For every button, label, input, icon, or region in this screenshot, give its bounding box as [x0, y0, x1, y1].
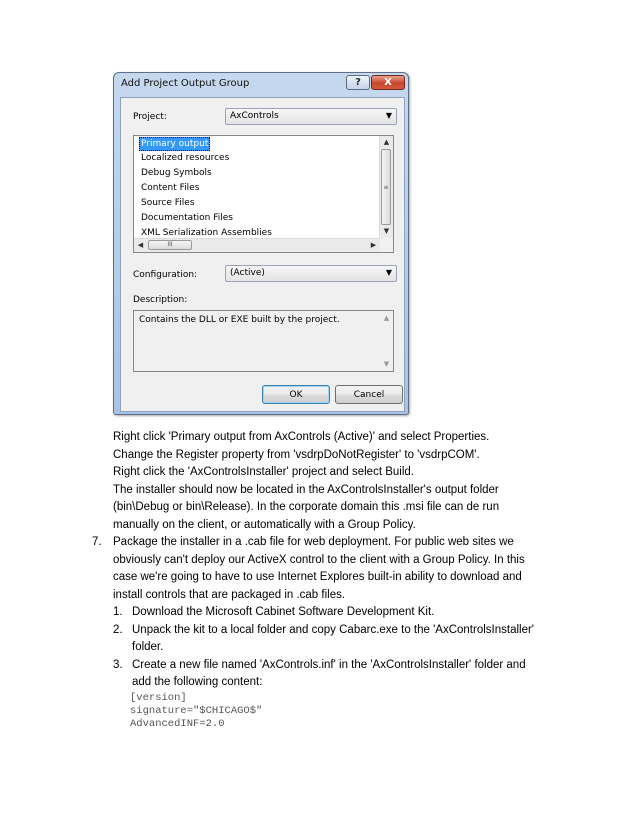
- chevron-down-icon: ▼: [385, 111, 392, 120]
- sublist-item-text: add the following content:: [132, 676, 263, 688]
- list-item-text: Package the installer in a .cab file for web deployment. For public web sites we: [113, 536, 514, 548]
- scroll-up-icon: ▲: [383, 314, 390, 322]
- list-number: 7.: [92, 536, 102, 548]
- sublist-number: 1.: [113, 606, 123, 618]
- ok-button[interactable]: OK: [262, 385, 330, 404]
- list-item-text: case we're going to have to use Internet Explores built-in ability to download and: [113, 571, 522, 583]
- configuration-label: Configuration:: [133, 270, 198, 280]
- sublist-item-text: Download the Microsoft Cabinet Software Development Kit.: [132, 606, 435, 618]
- list-item-debug-symbols[interactable]: Debug Symbols: [141, 168, 212, 178]
- list-item-primary-output[interactable]: Primary output: [141, 139, 209, 149]
- list-item-content-files[interactable]: Content Files: [141, 183, 200, 193]
- horizontal-scroll-thumb[interactable]: III: [148, 240, 192, 250]
- sublist-item-text: Create a new file named 'AxControls.inf' in the 'AxControlsInstaller' folder and: [132, 659, 526, 671]
- close-icon: X: [384, 77, 392, 88]
- scroll-up-icon[interactable]: ▲: [383, 138, 390, 146]
- project-label: Project:: [133, 112, 167, 122]
- scroll-down-icon: ▼: [383, 360, 390, 368]
- code-line: signature="$CHICAGO$": [130, 705, 263, 717]
- scroll-left-icon[interactable]: ◀: [137, 241, 144, 249]
- sublist-number: 3.: [113, 659, 123, 671]
- code-line: [version]: [130, 692, 187, 704]
- scroll-right-icon[interactable]: ▶: [370, 241, 377, 249]
- list-item-text: install controls that are packaged in .cab files.: [113, 589, 346, 601]
- dialog-title: Add Project Output Group: [121, 78, 250, 89]
- code-line: AdvancedINF=2.0: [130, 718, 225, 730]
- paragraph-line: The installer should now be located in the AxControlsInstaller's output folder: [113, 484, 499, 496]
- sublist-item-text: folder.: [132, 641, 164, 653]
- description-text: Contains the DLL or EXE built by the project.: [139, 315, 340, 325]
- chevron-down-icon: ▼: [385, 268, 392, 277]
- scroll-down-icon[interactable]: ▼: [383, 227, 390, 235]
- paragraph-line: (bin\Debug or bin\Release). In the corporate domain this .msi file can de run: [113, 501, 500, 513]
- configuration-value: (Active): [230, 268, 265, 278]
- project-value: AxControls: [230, 111, 279, 121]
- list-item-documentation-files[interactable]: Documentation Files: [141, 213, 233, 223]
- cancel-button[interactable]: Cancel: [335, 385, 403, 404]
- list-item-text: obviously can't deploy our ActiveX control to the client with a Group Policy. In this: [113, 554, 525, 566]
- paragraph-line: Change the Register property from 'vsdrpDoNotRegister' to 'vsdrpCOM'.: [113, 449, 480, 461]
- sublist-number: 2.: [113, 624, 123, 636]
- list-item-source-files[interactable]: Source Files: [141, 198, 195, 208]
- vertical-scroll-thumb[interactable]: ≡: [381, 149, 391, 225]
- paragraph-line: manually on the client, or automatically with a Group Policy.: [113, 519, 416, 531]
- help-icon: ?: [355, 77, 361, 88]
- paragraph-line: Right click 'Primary output from AxControls (Active)' and select Properties.: [113, 431, 490, 443]
- list-item-localized-resources[interactable]: Localized resources: [141, 153, 230, 163]
- sublist-item-text: Unpack the kit to a local folder and copy Cabarc.exe to the 'AxControlsInstaller': [132, 624, 534, 636]
- list-item-xml-serialization-assemblies[interactable]: XML Serialization Assemblies: [141, 228, 272, 238]
- description-label: Description:: [133, 295, 188, 305]
- paragraph-line: Right click the 'AxControlsInstaller' project and select Build.: [113, 466, 414, 478]
